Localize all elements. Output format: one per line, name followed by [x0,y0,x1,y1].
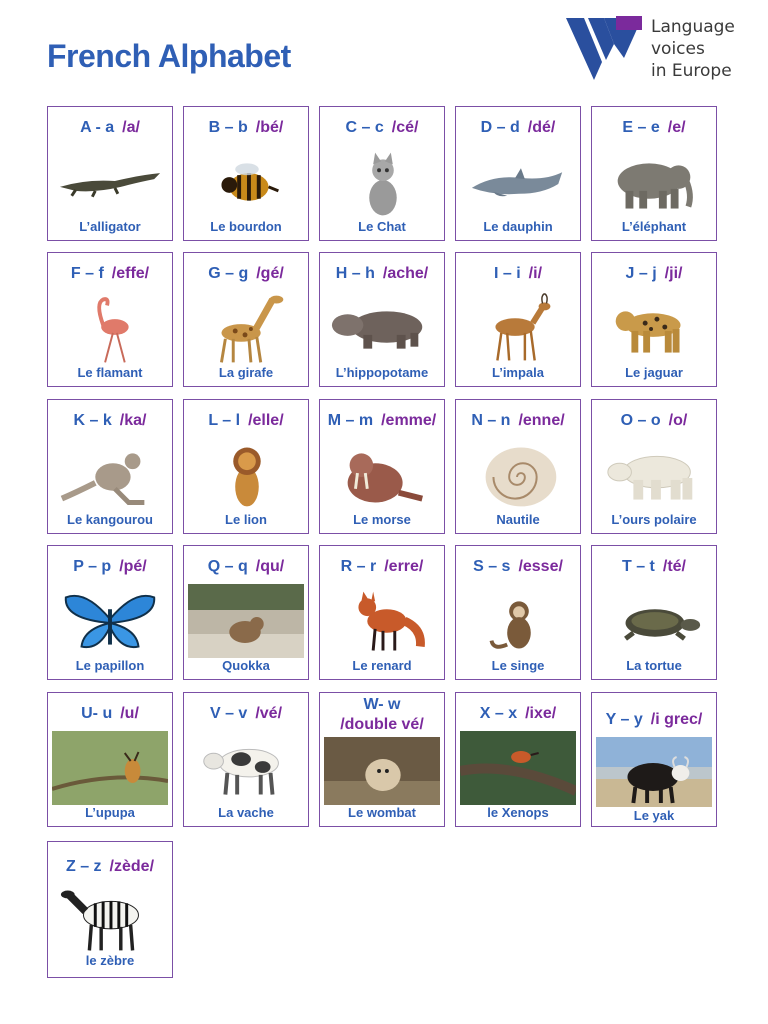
card-n [455,399,581,534]
card-letters: L – l [208,412,241,429]
card-phonetic: /emme/ [381,412,437,429]
bumblebee-icon [192,147,300,219]
card-h [319,252,445,387]
card-letters: I – i [493,265,521,282]
polar-bear-icon [600,440,708,512]
card-phonetic: /i grec/ [650,711,703,728]
card-phonetic: /u/ [120,705,139,722]
card-label: Le wombat [348,805,416,820]
card-letters: N – n [471,412,511,429]
card-d [455,106,581,241]
page-title: French Alphabet [47,38,291,74]
card-label: Le flamant [77,365,143,380]
card-letters: V – v [209,705,248,722]
card-label: L’upupa [85,805,135,820]
card-c [319,106,445,241]
card-phonetic: /enne/ [518,412,565,429]
card-phonetic: /e/ [667,119,686,136]
card-label: L’impala [491,365,545,380]
card-q [183,545,309,680]
card-label: La vache [218,805,274,820]
card-phonetic: /bé/ [255,119,284,136]
card-y [591,692,717,827]
card-phonetic: /dé/ [527,119,556,136]
card-letters: M – m [327,412,374,429]
card-label: Le lion [225,512,267,527]
flamingo-icon [56,293,164,365]
card-phonetic: /pé/ [119,558,147,575]
card-letters: S – s [473,558,511,575]
card-phonetic: /ache/ [382,265,429,282]
card-phonetic: /cé/ [391,119,419,136]
card-o [591,399,717,534]
card-phonetic: /double vé/ [340,716,424,733]
card-s [455,545,581,680]
card-letters: O – o [620,412,661,429]
card-phonetic: /té/ [662,558,686,575]
card-letters: K – k [73,412,112,429]
alligator-icon [56,147,164,219]
card-letters: W- w [363,696,401,713]
wombat-photo [324,737,440,805]
monkey-icon [464,586,572,658]
card-phonetic: /erre/ [384,558,424,575]
card-phonetic: /o/ [668,412,688,429]
card-g [183,252,309,387]
yak-photo [596,737,712,807]
turtle-icon [600,586,708,658]
kangaroo-icon [56,440,164,512]
card-letters: T – t [621,558,655,575]
walrus-icon [328,440,436,512]
hippo-icon [328,293,436,365]
card-label: le zèbre [85,953,135,968]
card-label: L’éléphant [621,219,687,234]
card-letters: Z – z [65,858,102,875]
vv-logo-mark-icon [564,14,644,84]
card-letters: U- u [81,705,113,722]
cat-icon [328,147,436,219]
card-i [455,252,581,387]
card-letters: J – j [625,265,657,282]
card-label: Le morse [353,512,411,527]
card-label: Le jaguar [625,365,683,380]
elephant-icon [600,147,708,219]
logo-line-1: Language [651,17,735,37]
card-z [47,841,173,978]
card-a [47,106,173,241]
card-label: Le dauphin [483,219,553,234]
card-label: Le singe [491,658,545,673]
card-phonetic: /i/ [528,265,543,282]
card-j [591,252,717,387]
xenops-photo [460,731,576,805]
card-letters: C – c [345,119,384,136]
card-b [183,106,309,241]
card-phonetic: /zède/ [109,858,155,875]
card-p [47,545,173,680]
card-phonetic: /ixe/ [525,705,557,722]
brand-logo [564,14,744,90]
card-letters: A - a [80,119,115,136]
logo-line-2: voices [651,39,705,59]
card-label: Nautile [496,512,540,527]
card-letters: B – b [208,119,248,136]
card-letters: H – h [335,265,375,282]
card-f [47,252,173,387]
card-phonetic: /a/ [122,119,140,136]
card-phonetic: /ka/ [119,412,147,429]
card-letters: X – x [479,705,518,722]
card-letters: F – f [70,265,104,282]
logo-line-3: in Europe [651,61,732,81]
impala-icon [464,293,572,365]
hoopoe-photo [52,731,168,805]
card-e [591,106,717,241]
card-m [319,399,445,534]
card-phonetic: /vé/ [255,705,283,722]
lion-icon [192,440,300,512]
card-letters: G – g [208,265,249,282]
card-x [455,692,581,827]
card-label: L’alligator [79,219,141,234]
card-label: L’ours polaire [611,512,697,527]
card-k [47,399,173,534]
card-letters: Q – q [207,558,248,575]
card-l [183,399,309,534]
card-label: Le renard [352,658,412,673]
card-letters: Y – y [605,711,643,728]
jaguar-icon [600,293,708,365]
card-phonetic: /esse/ [518,558,563,575]
card-phonetic: /ji/ [664,265,683,282]
card-w [319,692,445,827]
card-label: Le bourdon [210,219,282,234]
card-letters: E – e [622,119,660,136]
card-label: L’hippopotame [335,365,429,380]
dolphin-icon [464,147,572,219]
fox-icon [328,586,436,658]
card-letters: D – d [480,119,520,136]
giraffe-icon [192,293,300,365]
card-letters: R – r [340,558,377,575]
card-phonetic: /qu/ [255,558,285,575]
cow-icon [192,733,300,805]
card-label: le Xenops [487,805,549,820]
card-phonetic: /elle/ [248,412,284,429]
card-v [183,692,309,827]
butterfly-icon [56,586,164,658]
zebra-icon [56,884,164,956]
card-label: Le kangourou [67,512,153,527]
card-letters: P – p [73,558,112,575]
card-label: Le papillon [75,658,145,673]
card-u [47,692,173,827]
card-phonetic: /effe/ [111,265,150,282]
card-t [591,545,717,680]
card-label: La tortue [626,658,682,673]
card-label: Le Chat [358,219,406,234]
quokka-photo [188,584,304,658]
card-label: La girafe [218,365,274,380]
nautilus-icon [464,440,572,512]
card-label: Le yak [633,808,675,823]
card-phonetic: /gé/ [256,265,284,282]
card-r [319,545,445,680]
card-label: Quokka [222,658,270,673]
